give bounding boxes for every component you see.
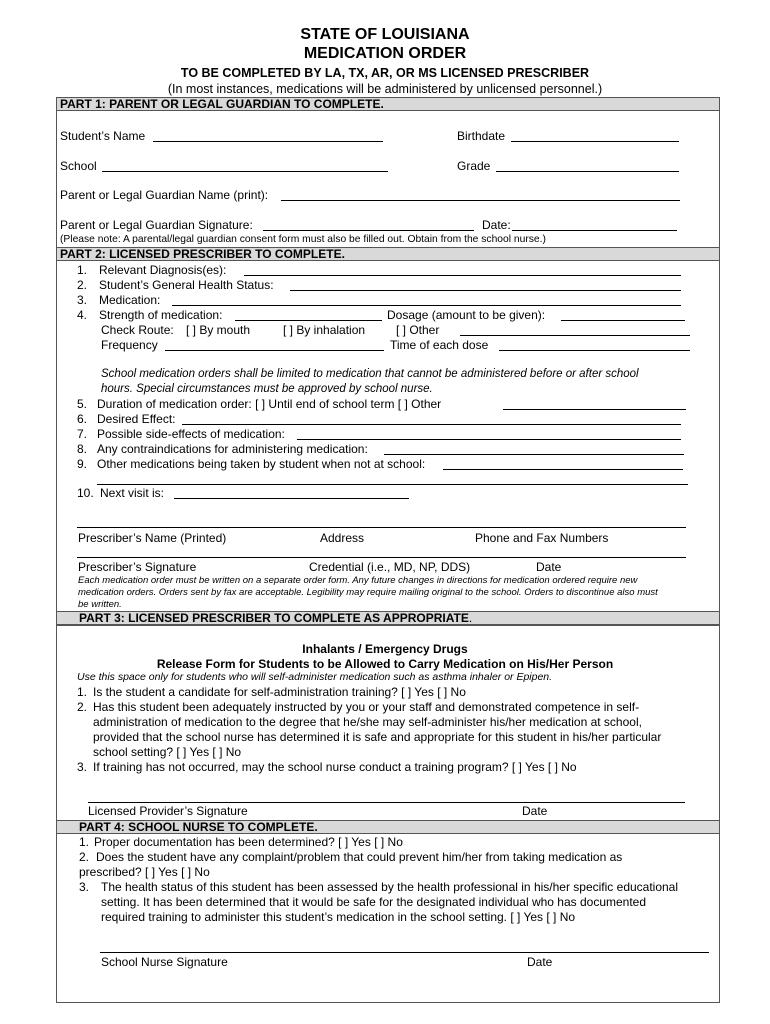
credential-label: Credential (i.e., MD, NP, DDS): [309, 560, 471, 574]
check-route-label: Check Route:: [101, 323, 174, 337]
health-status-label: Student’s General Health Status:: [99, 278, 274, 292]
dosage-field[interactable]: [561, 320, 685, 321]
frame-left: [56, 97, 57, 1002]
grade-label: Grade: [457, 159, 491, 173]
part2-heading: PART 2: LICENSED PRESCRIBER TO COMPLETE.: [60, 247, 345, 261]
nurse-signature-label: School Nurse Signature: [101, 955, 228, 969]
part3-q2-number: 2.: [77, 700, 88, 714]
health-status-assessed-line1: The health status of this student has been assessed by the health professional in his/her specific educational: [101, 880, 679, 894]
time-each-dose-field[interactable]: [499, 350, 690, 351]
address-label: Address: [320, 531, 365, 545]
fine-print-line1: Each medication order must be written on a separate order form. Any future changes in directions for medication ordered require new: [78, 575, 638, 586]
guardian-signature-field[interactable]: [263, 230, 474, 231]
next-visit-label: Next visit is:: [100, 486, 165, 500]
part3-heading-period: .: [468, 611, 473, 625]
item-8-number: 8.: [77, 442, 88, 456]
provider-date-label: Date: [522, 804, 548, 818]
duration-label: Duration of medication order: [ ] Until end of school term [ ] Other: [97, 397, 442, 411]
provider-signature-line[interactable]: [88, 802, 685, 803]
guardian-name-label: Parent or Legal Guardian Name (print):: [60, 188, 269, 202]
student-name-label: Student’s Name: [60, 129, 146, 143]
route-inhalation-checkbox[interactable]: [ ] By inhalation: [283, 323, 366, 337]
part4-q3-number: 3.: [79, 880, 90, 894]
fine-print-line2: medication orders. Orders sent by fax are acceptable. Legibility may require mailing original to the school. Orders to discontinue also must: [78, 587, 658, 598]
instructed-question-line4[interactable]: school setting? [ ] Yes [ ] No: [93, 745, 242, 759]
guardian-signature-label: Parent or Legal Guardian Signature:: [60, 218, 253, 232]
contraindications-field[interactable]: [384, 454, 684, 455]
frequency-label: Frequency: [101, 338, 158, 352]
instructed-question-line1: Has this student been adequately instructed by you or your staff and demonstrated competence in self-: [93, 700, 640, 714]
prescriber-name-label: Prescriber’s Name (Printed): [78, 531, 227, 545]
diagnosis-label: Relevant Diagnosis(es):: [99, 263, 227, 277]
guardian-name-field[interactable]: [281, 200, 680, 201]
consent-note: (Please note: A parental/legal guardian consent form must also be filled out. Obtain from the school nurse.): [60, 234, 546, 245]
next-visit-field[interactable]: [174, 498, 409, 499]
frequency-field[interactable]: [165, 350, 384, 351]
item-10-number: 10.: [77, 486, 94, 500]
strength-field[interactable]: [235, 320, 382, 321]
medication-label: Medication:: [99, 293, 161, 307]
other-medications-label: Other medications being taken by student when not at school:: [97, 457, 426, 471]
birthdate-field[interactable]: [511, 141, 679, 142]
grade-field[interactable]: [496, 171, 679, 172]
item-7-number: 7.: [77, 427, 88, 441]
prescriber-date-label: Date: [536, 560, 562, 574]
route-other-field[interactable]: [460, 335, 690, 336]
route-other-checkbox[interactable]: [ ] Other: [396, 323, 440, 337]
guardian-date-label: Date:: [482, 218, 511, 232]
limit-note-line1: School medication orders shall be limited to medication that cannot be administered before or after school: [101, 368, 639, 380]
part1-heading: PART 1: PARENT OR LEGAL GUARDIAN TO COMPLETE.: [60, 97, 384, 111]
prescriber-signature-line[interactable]: [77, 557, 686, 558]
part3-title2: Release Form for Students to be Allowed to Carry Medication on His/Her Person: [156, 657, 614, 671]
birthdate-label: Birthdate: [457, 129, 506, 143]
school-label: School: [60, 159, 97, 173]
other-medications-field-line2[interactable]: [97, 484, 688, 485]
item-2-number: 2.: [77, 278, 88, 292]
part3-title1: Inhalants / Emergency Drugs: [302, 642, 468, 656]
item-1-number: 1.: [77, 263, 88, 277]
medication-field[interactable]: [172, 305, 681, 306]
item-9-number: 9.: [77, 457, 88, 471]
training-program-question[interactable]: If training has not occurred, may the school nurse conduct a training program? [ ] Yes [ ] No: [93, 760, 577, 774]
part4-q1-number: 1.: [79, 835, 90, 849]
instructed-question-line2: administration of medication to the degree that he/she may self-administer his/her medication at school,: [93, 715, 642, 729]
nurse-signature-line[interactable]: [100, 952, 709, 953]
form-note: (In most instances, medications will be administered by unlicensed personnel.): [167, 82, 603, 96]
documentation-question[interactable]: Proper documentation has been determined? [ ] Yes [ ] No: [94, 835, 403, 849]
student-name-field[interactable]: [153, 141, 383, 142]
time-each-dose-label: Time of each dose: [390, 338, 489, 352]
desired-effect-field[interactable]: [182, 424, 681, 425]
instructed-question-line3: provided that the school nurse has determined it is safe and appropriate for this student in his/her particular: [93, 730, 662, 744]
school-field[interactable]: [102, 171, 388, 172]
desired-effect-label: Desired Effect:: [97, 412, 176, 426]
limit-note-line2: hours. Special circumstances must be approved by school nurse.: [101, 383, 433, 395]
side-effects-label: Possible side-effects of medication:: [97, 427, 285, 441]
part3-use-note: Use this space only for students who will self-administer medication such as asthma inhaler or Epipen.: [77, 671, 553, 683]
complaint-question-line1: Does the student have any complaint/problem that could prevent him/her from taking medication as: [96, 850, 623, 864]
diagnosis-field[interactable]: [244, 275, 681, 276]
strength-label: Strength of medication:: [99, 308, 223, 322]
guardian-date-field[interactable]: [512, 230, 677, 231]
part4-heading: PART 4: SCHOOL NURSE TO COMPLETE.: [79, 820, 318, 834]
contraindications-label: Any contraindications for administering medication:: [97, 442, 368, 456]
frame-bottom: [56, 1002, 720, 1003]
frame-right: [719, 97, 720, 1002]
part4-q2-number: 2.: [79, 850, 90, 864]
duration-other-field[interactable]: [503, 409, 686, 410]
form-title-state: STATE OF LOUISIANA: [300, 26, 470, 43]
form-title-order: MEDICATION ORDER: [303, 45, 467, 62]
health-status-assessed-line3[interactable]: required training to administer this student’s medication in the school setting. [ ] Yes [ ] No: [101, 910, 576, 924]
part3-q1-number: 1.: [77, 685, 88, 699]
complaint-question-line2[interactable]: prescribed? [ ] Yes [ ] No: [79, 865, 210, 879]
health-status-field[interactable]: [290, 290, 681, 291]
form-subtitle: TO BE COMPLETED BY LA, TX, AR, OR MS LICENSED PRESCRIBER: [180, 66, 590, 80]
phone-fax-label: Phone and Fax Numbers: [475, 531, 609, 545]
item-5-number: 5.: [77, 397, 88, 411]
self-admin-candidate-question[interactable]: Is the student a candidate for self-administration training? [ ] Yes [ ] No: [93, 685, 466, 699]
route-mouth-checkbox[interactable]: [ ] By mouth: [186, 323, 251, 337]
health-status-assessed-line2: setting. It has been determined that it would be safe for the designated individual who has documented: [101, 895, 647, 909]
provider-signature-label: Licensed Provider’s Signature: [88, 804, 248, 818]
side-effects-field[interactable]: [297, 439, 681, 440]
nurse-date-label: Date: [527, 955, 553, 969]
item-6-number: 6.: [77, 412, 88, 426]
item-3-number: 3.: [77, 293, 88, 307]
other-medications-field[interactable]: [443, 469, 683, 470]
part3-heading-text: PART 3: LICENSED PRESCRIBER TO COMPLETE AS APPROPRIATE: [79, 611, 469, 625]
part3-q3-number: 3.: [77, 760, 88, 774]
part3-heading: [79, 611, 472, 625]
dosage-label: Dosage (amount to be given):: [387, 308, 546, 322]
prescriber-signature-label: Prescriber’s Signature: [78, 560, 197, 574]
item-4-number: 4.: [77, 308, 88, 322]
part3-header-bottom: [56, 625, 720, 626]
prescriber-info-line[interactable]: [77, 527, 686, 528]
fine-print-line3: be written.: [78, 599, 122, 610]
